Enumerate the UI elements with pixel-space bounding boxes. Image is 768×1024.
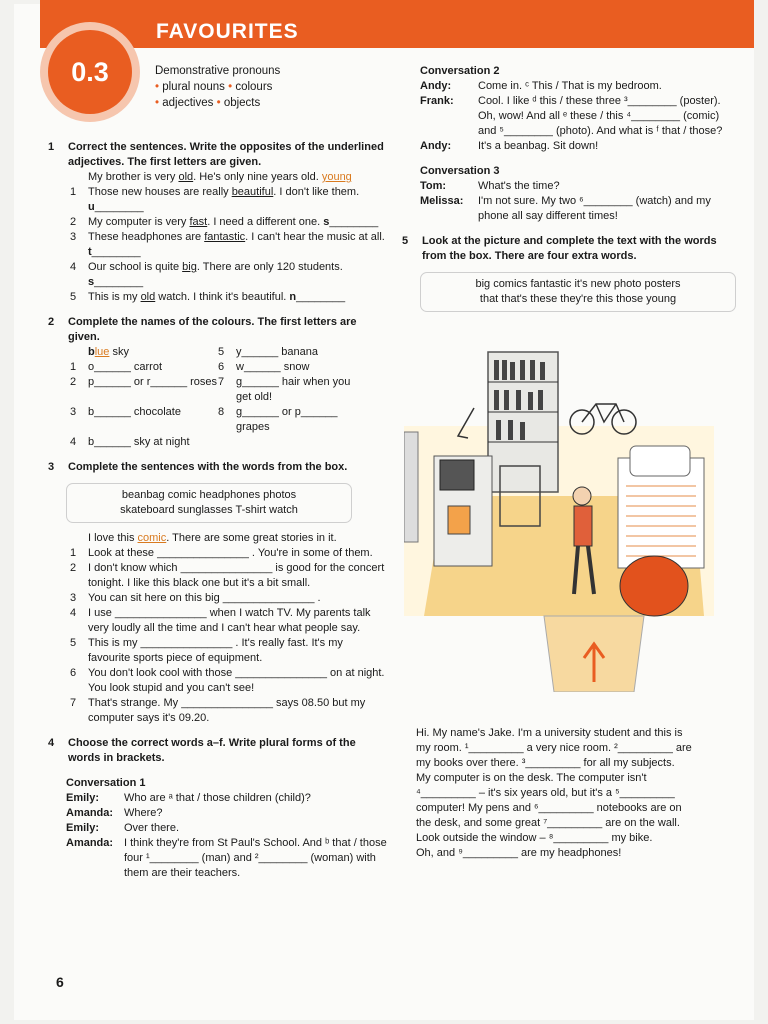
dialogue-line: Tom: What's the time? [420,180,560,192]
exercise-2-item[interactable]: 8 g______ or p______ grapes [218,406,338,433]
exercise-1-item[interactable]: 3 These headphones are fantastic. I can't hear the music at all. t________ [70,231,385,258]
header-banner [40,0,754,48]
exercise-2-item[interactable]: 4 b______ sky at night [70,436,190,448]
exercise-1-example: My brother is very old. He's only nine years old. young [88,171,352,183]
exercise-1-item[interactable]: 2 My computer is very fast. I need a different one. s________ [70,216,379,228]
exercise-2-item[interactable]: 5 y______ banana [218,346,318,358]
exercise-3-item[interactable]: 1 Look at these _______________ . You're in some of them. [70,547,373,559]
dialogue-line[interactable]: Frank: Cool. I like ᵈ this / these three ³________ (poster). Oh, wow! And all ᵉ these / this ⁴________ (comic) and ⁵________ (photo). And what is ᶠ that / those? [420,95,723,137]
conversation-heading: Conversation 2 [420,65,500,77]
topics: Demonstrative pronouns • plural nouns • colours • adjectives • objects [155,65,281,109]
dialogue-line[interactable]: Emily: Who are ᵃ that / those children (child)? [66,792,311,804]
exercise-5-text[interactable]: Hi. My name's Jake. I'm a university student and this is my room. ¹_________ a very nice room. ²_________ are my books over there. ³_________ for all my subjects. My computer is on the desk. The computer isn't ⁴_________ – it's six years old, but it's a ⁵_________ computer! My pens and ⁶_________ notebooks are on the desk, and some great ⁷_________ are on the wall. Look outside the window – ⁸_________ my bike. Oh, and ⁹_________ are my headphones! [416,727,692,859]
unit-badge: 0.3 [48,30,132,114]
exercise-2-instruction: 2 Complete the names of the colours. The first letters are given. [48,316,357,343]
page-title: FAVOURITES [156,20,299,43]
exercise-4-instruction: 4 Choose the correct words a–f. Write plural forms of the words in brackets. [48,737,356,764]
topic: objects [223,97,261,109]
dialogue-line: Andy: It's a beanbag. Sit down! [420,140,599,152]
dialogue-line: Amanda: Where? [66,807,163,819]
exercise-1-item[interactable]: 5 This is my old watch. I think it's beautiful. n________ [70,291,346,303]
exercise-3-item[interactable]: 6 You don't look cool with those _______________ on at night. You look stupid and you can't see! [70,667,385,694]
exercise-3-item[interactable]: 7 That's strange. My _______________ says 08.50 but my computer says it's 09.20. [70,697,366,724]
conversation-2 [402,64,732,154]
conversation-heading: Conversation 3 [420,165,500,177]
dialogue-line[interactable]: Amanda: I think they're from St Paul's School. And ᵇ that / those four ¹________ (man) and ²________ (woman) with them are their teachers. [66,837,387,879]
conversation-3 [402,164,732,224]
left-column [48,130,388,881]
beanbag [620,556,688,616]
exercise-3-example: I love this comic. There are some great stories in it. [88,532,337,544]
exercise-1-item[interactable]: 4 Our school is quite big. There are only 120 students. s________ [70,261,343,288]
exercise-2-grid [48,345,388,450]
exercise-5-instruction: 5 Look at the picture and complete the text with the words from the box. There are four extra words. [402,235,717,262]
bedroom-illustration [404,346,714,692]
exercise-3-item[interactable]: 3 You can sit here on this big _______________ . [70,592,321,604]
laptop-icon [440,460,474,490]
exercise-3-word-box: beanbag comic headphones photos skateboard sunglasses T-shirt watch [66,483,352,523]
exercise-3-item[interactable]: 2 I don't know which _______________ is good for the concert tonight. I like this black one but it's a bit small. [70,562,385,589]
pillow [630,446,690,476]
exercise-2-item[interactable]: 7 g______ hair when you get old! [218,376,351,403]
dialogue-line: Emily: Over there. [66,822,180,834]
topic: plural nouns [162,81,225,93]
exercise-1-item[interactable]: 1 Those new houses are really beautiful. I don't like them. u________ [70,186,360,213]
exercise-2-item[interactable]: 2 p______ or r______ roses [70,376,218,388]
page-number: 6 [56,974,64,990]
exercise-3-instruction: 3 Complete the sentences with the words from the box. [48,461,348,473]
topic: colours [235,81,273,93]
dialogue-line[interactable]: Melissa: I'm not sure. My two ⁶________ (watch) and my phone all say different times! [420,195,711,222]
conversation-heading: Conversation 1 [66,777,146,789]
topic-main: Demonstrative pronouns [155,65,281,77]
exercise-2-item[interactable]: 3 b______ chocolate [70,406,181,418]
conversation-1 [48,776,388,881]
exercise-3-item[interactable]: 5 This is my _______________ . It's really fast. It's my favourite sports piece of equipment. [70,637,343,664]
exercise-2-example: blue sky [88,346,129,358]
exercise-2-item[interactable]: 6 w______ snow [218,361,310,373]
dialogue-line: Andy: Come in. ᶜ This / That is my bedroom. [420,80,662,92]
exercise-5-word-box: big comics fantastic it's new photo posters that that's these they're this those young [420,272,736,312]
exercise-3-item[interactable]: 4 I use _______________ when I watch TV. My parents talk very loudly all the time and I can't hear what people say. [70,607,371,634]
right-column [402,64,732,320]
exercise-1-instruction: 1 Correct the sentences. Write the opposites of the underlined adjectives. The first letters are given. [48,141,384,168]
topic: adjectives [162,97,214,109]
exercise-2-item[interactable]: 1 o______ carrot [70,361,162,373]
